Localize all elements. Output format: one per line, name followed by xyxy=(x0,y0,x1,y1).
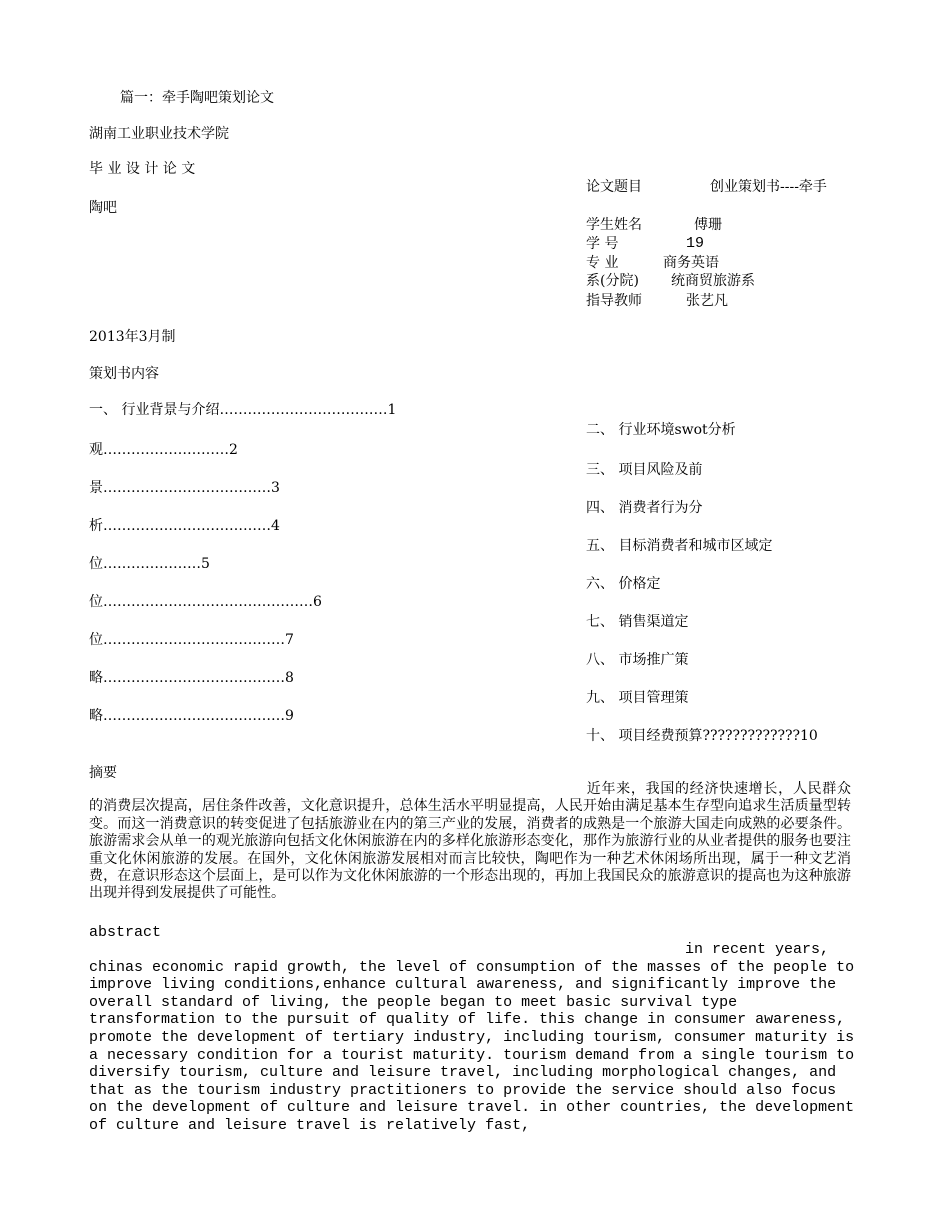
toc-right-item: 五、 目标消费者和城市区域定 xyxy=(586,538,773,554)
toc-left-item: 析………………………………4 xyxy=(89,518,280,534)
major-value: 商务英语 xyxy=(663,255,719,271)
department-value: 统商贸旅游系 xyxy=(671,273,755,289)
toc-right-item: 十、 项目经费预算?????????????10 xyxy=(586,728,818,744)
toc-right-item: 九、 项目管理策 xyxy=(586,690,689,706)
department-label: 系(分院) xyxy=(586,273,639,289)
toc-left-item: 景………………………………3 xyxy=(89,480,280,496)
thesis-title-label: 论文题目 xyxy=(586,179,642,195)
toc-right-item: 四、 消费者行为分 xyxy=(586,500,703,516)
major-label: 专 业 xyxy=(586,255,619,271)
toc-left-item: 略…………………………………9 xyxy=(89,708,294,724)
abstract-cn-heading: 摘要 xyxy=(89,765,117,781)
toc-right-item: 八、 市场推广策 xyxy=(586,652,689,668)
abstract-cn-body xyxy=(89,781,851,903)
abstract-en-text: in recent years, chinas economic rapid growth, the level of consumption of the masses of the people to improve living conditions,enhance cultural awareness, and significantly improve the overall standard of living, the people began to meet basic survival type transformation to the pursuit of quality of life. this change in consumer awareness, promote the development of tertiary industry, including tourism, consumer maturity is a necessary condition for a tourist maturity. tourism demand from a single tourism to diversify tourism, culture and leisure travel, including morphological changes, and that as the tourism industry practitioners to provide the service should also focus on the development of culture and leisure travel. in other countries, the development of culture and leisure travel is relatively fast, xyxy=(89,941,855,1134)
student-name-value: 傅珊 xyxy=(694,217,722,233)
toc-right-item: 二、 行业环境swot分析 xyxy=(586,422,736,438)
advisor-value: 张艺凡 xyxy=(686,293,728,309)
abstract-cn-text: 近年来，我国的经济快速增长，人民群众的消费层次提高，居住条件改善，文化意识提升，总体生活水平明显提高，人民开始由满足基本生存型向追求生活质量型转变。而这一消费意识的转变促进了包括旅游业在内的第三产业的发展，消费者的成熟是一个旅游大国走向成熟的必要条件。旅游需求会从单一的观光旅游向包括文化休闲旅游在内的多样化旅游形态变化，那作为旅游行业的从业者提供的服务也要注重文化休闲旅游的发展。在国外，文化休闲旅游发展相对而言比较快，陶吧作为一种艺术休闲场所出现，属于一种文艺消费，在意识形态这个层面上，是可以作为文化休闲旅游的一个形态出现的，再加上我国民众的旅游意识的提高也为这种旅游出现并得到发展提供了可能性。 xyxy=(89,781,851,902)
toc-left-item: 位…………………………………7 xyxy=(89,632,294,648)
abstract-en-heading: abstract xyxy=(89,924,162,941)
school-name: 湖南工业职业技术学院 xyxy=(89,126,229,142)
student-id-label: 学 号 xyxy=(586,236,619,252)
toc-left-item: 略…………………………………8 xyxy=(89,670,294,686)
document-type: 毕 业 设 计 论 文 xyxy=(89,161,196,177)
toc-right-item: 六、 价格定 xyxy=(586,576,661,592)
date-line: 2013年3月制 xyxy=(89,329,176,345)
toc-right-item: 七、 销售渠道定 xyxy=(586,614,689,630)
advisor-label: 指导教师 xyxy=(586,293,642,309)
toc-left-item: 观………………………2 xyxy=(89,442,238,458)
toc-right-item: 三、 项目风险及前 xyxy=(586,462,703,478)
toc-heading: 策划书内容 xyxy=(89,366,159,382)
abstract-en-body xyxy=(89,941,859,1135)
student-id-value: 19 xyxy=(686,235,705,252)
thesis-title-wrap: 陶吧 xyxy=(89,200,117,216)
toc-left-item: 位………………………………………6 xyxy=(89,594,322,610)
toc-left-item: 一、 行业背景与介绍………………………………1 xyxy=(89,402,397,418)
toc-left-item: 位…………………5 xyxy=(89,556,210,572)
student-name-label: 学生姓名 xyxy=(586,217,642,233)
section-title: 篇一：牵手陶吧策划论文 xyxy=(120,90,274,106)
thesis-title-value: 创业策划书----牵手 xyxy=(710,179,827,195)
